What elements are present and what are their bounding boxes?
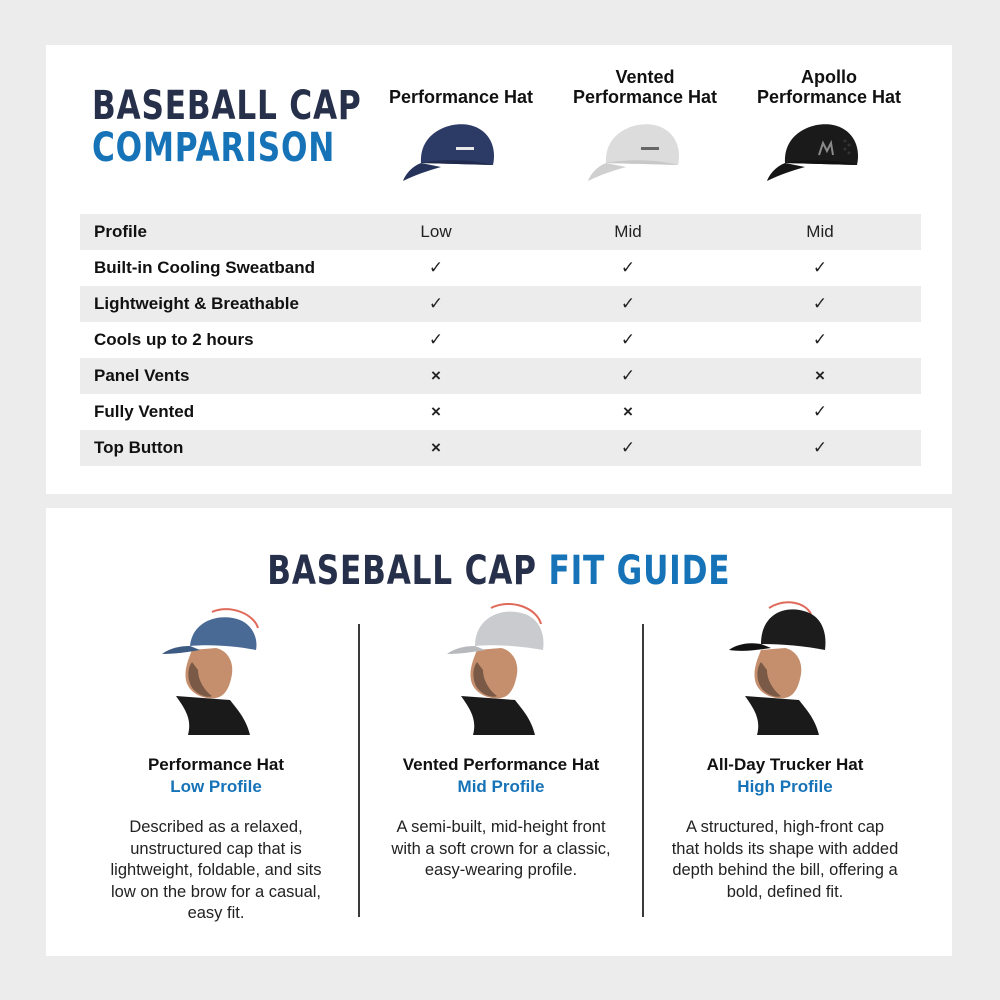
fit-item-profile: High Profile <box>737 777 833 796</box>
check-icon: ✓ <box>812 258 828 277</box>
model-portrait-high-profile-icon <box>715 600 855 735</box>
table-row <box>80 322 921 358</box>
table-row <box>80 286 921 322</box>
check-icon: ✓ <box>620 366 636 385</box>
fit-guide-title-part1: BASEBALL CAP <box>267 548 538 594</box>
row-label: Fully Vented <box>94 402 195 421</box>
check-icon: ✓ <box>812 402 828 421</box>
check-icon: ✓ <box>812 294 828 313</box>
cross-icon: × <box>431 438 441 457</box>
comparison-table <box>80 214 921 466</box>
cap-gray-icon <box>586 115 696 190</box>
check-icon: ✓ <box>620 330 636 349</box>
check-icon: ✓ <box>428 294 444 313</box>
table-row <box>80 250 921 286</box>
check-icon: ✓ <box>812 330 828 349</box>
cap-black-icon <box>763 115 873 190</box>
check-icon: ✓ <box>812 438 828 457</box>
column-header-line2: Performance Hat <box>388 87 534 107</box>
column-header-apollo-performance-hat <box>739 67 919 107</box>
check-icon: ✓ <box>428 330 444 349</box>
comparison-title <box>92 85 362 169</box>
row-label: Profile <box>94 222 147 241</box>
table-row <box>80 430 921 466</box>
comparison-title-line1: BASEBALL CAP <box>92 83 362 129</box>
check-icon: ✓ <box>620 294 636 313</box>
comparison-card <box>46 45 952 494</box>
cross-icon: × <box>431 402 441 421</box>
fit-item-description: A structured, high-front cap that holds its shape with added depth behind the bill, offering a bold, defined fit. <box>671 818 899 901</box>
fit-guide-title-part2: FIT GUIDE <box>548 548 731 594</box>
fit-guide-card <box>46 508 952 956</box>
column-header-vented-performance-hat <box>555 67 735 107</box>
cross-icon: × <box>431 366 441 385</box>
column-divider <box>642 624 644 917</box>
table-row <box>80 214 921 250</box>
cell-value: Low <box>420 222 452 241</box>
check-icon: ✓ <box>428 258 444 277</box>
column-header-performance-hat <box>371 67 551 107</box>
fit-item-performance-hat <box>86 600 346 925</box>
column-header-line2: Performance Hat <box>756 87 902 107</box>
check-icon: ✓ <box>620 438 636 457</box>
comparison-title-line2: COMPARISON <box>92 125 336 171</box>
row-label: Built-in Cooling Sweatband <box>94 258 315 277</box>
row-label: Top Button <box>94 438 184 457</box>
column-header-line1: Vented <box>615 67 675 87</box>
column-divider <box>358 624 360 917</box>
table-row <box>80 394 921 430</box>
fit-item-vented-performance-hat <box>371 600 631 882</box>
fit-item-profile: Low Profile <box>170 777 262 796</box>
fit-item-name: All-Day Trucker Hat <box>706 755 864 774</box>
row-label: Panel Vents <box>94 366 190 385</box>
model-portrait-mid-profile-icon <box>431 600 571 735</box>
fit-item-description: A semi-built, mid-height front with a soft crown for a classic, easy-wearing profile. <box>391 818 611 879</box>
fit-item-name: Performance Hat <box>147 755 285 774</box>
fit-item-profile: Mid Profile <box>457 777 545 796</box>
cross-icon: × <box>623 402 633 421</box>
column-header-line1 <box>371 67 551 87</box>
table-row <box>80 358 921 394</box>
cell-value: Mid <box>614 222 642 241</box>
fit-item-description: Described as a relaxed, unstructured cap that is lightweight, foldable, and sits low on the brow for a casual, easy fit. <box>110 818 322 922</box>
model-portrait-low-profile-icon <box>146 600 286 735</box>
row-label: Cools up to 2 hours <box>94 330 254 349</box>
column-header-line1: Apollo <box>801 67 857 87</box>
fit-item-all-day-trucker-hat <box>655 600 915 903</box>
column-header-line2: Performance Hat <box>572 87 718 107</box>
fit-item-name: Vented Performance Hat <box>402 755 600 774</box>
cap-navy-icon <box>401 115 511 190</box>
check-icon: ✓ <box>620 258 636 277</box>
fit-guide-title <box>46 548 952 594</box>
cell-value: Mid <box>806 222 834 241</box>
cross-icon: × <box>815 366 825 385</box>
row-label: Lightweight & Breathable <box>94 294 299 313</box>
